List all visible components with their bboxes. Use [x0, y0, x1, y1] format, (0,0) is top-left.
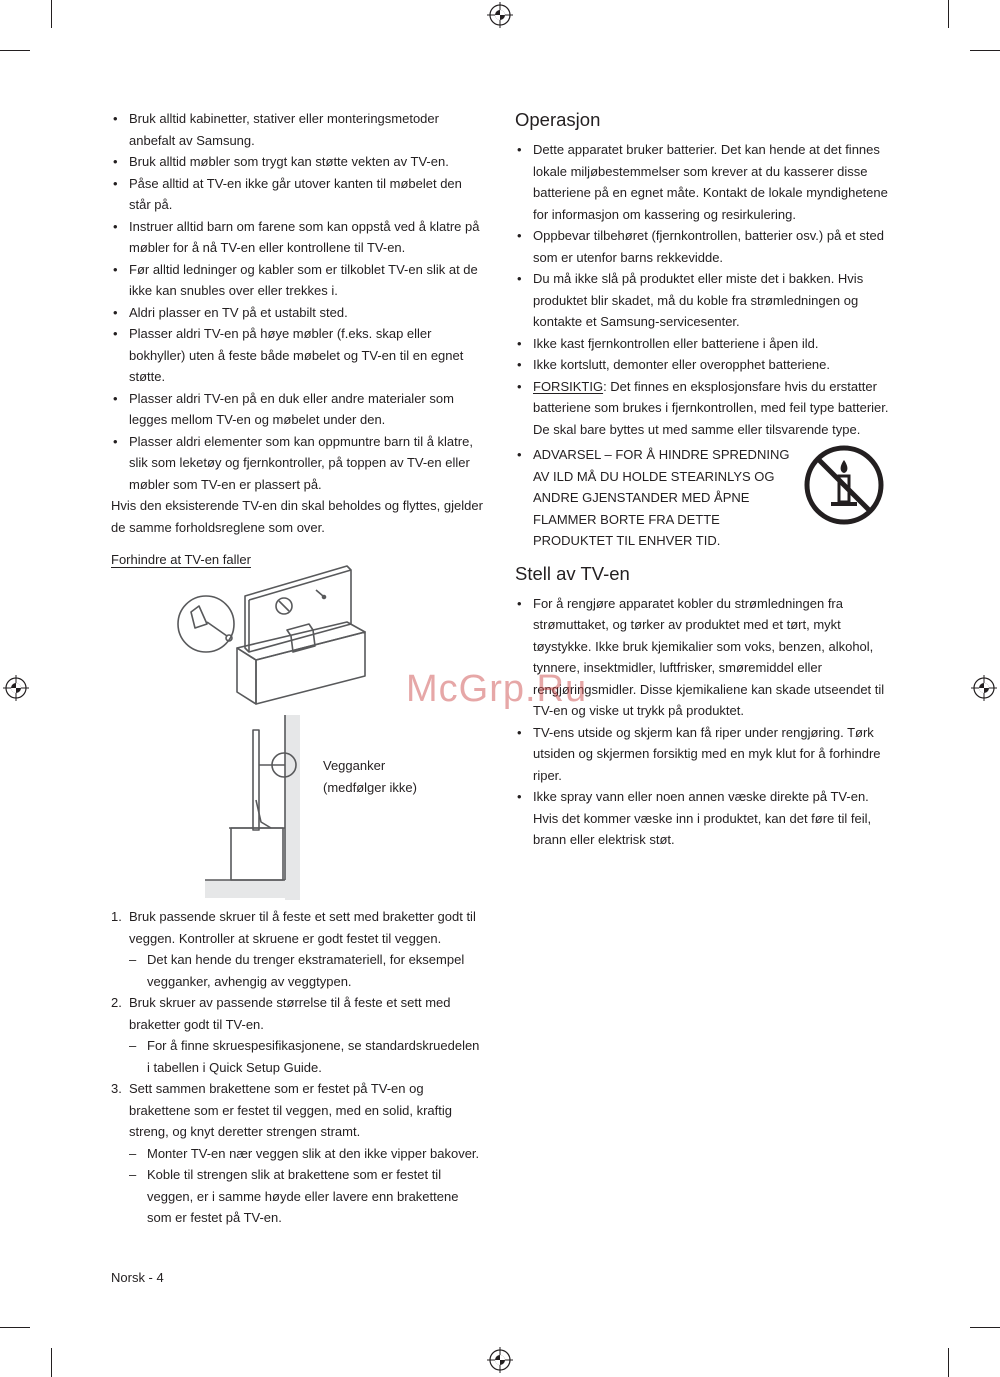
step-number: 1.: [111, 909, 122, 924]
step-note: – Det kan hende du trenger ekstramateriell, for eksempel vegganker, avhengig av veggtypen.: [129, 949, 483, 992]
step-note: – Monter TV-en nær veggen slik at den ikke vipper bakover.: [129, 1143, 483, 1165]
list-item: • Du må ikke slå på produktet eller miste det i bakken. Hvis produktet blir skadet, må du koble fra strømledningen og kontakte et Samsung-servicesenter.: [515, 268, 893, 333]
warning-item: [515, 444, 893, 552]
section-title-stell: Stell av TV-en: [515, 562, 630, 584]
list-item: • Før alltid ledninger og kabler som er tilkoblet TV-en slik at de ikke kan snubles over eller trekkes i.: [111, 259, 483, 302]
caution-text: : Det finnes en eksplosjonsfare hvis du erstatter batteriene som brukes i fjernkontrollen, med feil type batterier. De skal bare byttes ut med samme eller tilsvarende type.: [533, 378, 889, 437]
step-item: [111, 1078, 483, 1229]
installation-steps: [111, 906, 483, 1229]
operasjon-list: [515, 139, 893, 552]
step-item: [111, 906, 483, 992]
watermark: McGrp.Ru: [406, 668, 588, 710]
step-notes: [129, 1143, 483, 1229]
list-item: • Dette apparatet bruker batterier. Det kan hende at det finnes lokale miljøbestemmelser som krever at du kasserer disse batteriene på en egnet måte. Kontakt de lokale myndighetene for informasjon om kassering og resirkulering.: [515, 139, 893, 225]
step-item: [111, 992, 483, 1078]
crop-mark: [51, 0, 52, 28]
list-item: • Plasser aldri elementer som kan oppmuntre barn til å klatre, slik som leketøy og fjernkontroller, på toppen av TV-en eller møbler som TV-en er plassert på.: [111, 431, 483, 496]
wall-anchor-label: [323, 755, 463, 798]
list-item: • Bruk alltid kabinetter, stativer eller monteringsmetoder anbefalt av Samsung.: [111, 108, 483, 151]
tv-anchor-diagram-icon: [111, 560, 483, 905]
list-item: • Plasser aldri TV-en på en duk eller andre materialer som legges mellom TV-en og møbelet under den.: [111, 388, 483, 431]
list-item: • Plasser aldri TV-en på høye møbler (f.eks. skap eller bokhyller) uten å feste både møbelet og TV-en til en egnet støtte.: [111, 323, 483, 388]
registration-mark-icon: [971, 675, 997, 701]
registration-mark-icon: [3, 675, 29, 701]
wall-anchor-label-line: (medfølger ikke): [323, 779, 417, 795]
section-subheading: Forhindre at TV-en faller: [111, 552, 251, 567]
body-paragraph: Hvis den eksisterende TV-en din skal beholdes og flyttes, gjelder de samme forholdsreglene som over.: [111, 498, 483, 535]
warning-text: • ADVARSEL – FOR Å HINDRE SPREDNING AV ILD MÅ DU HOLDE STEARINLYS OG ANDRE GJENSTANDER MED ÅPNE FLAMMER BORTE FRA DETTE PRODUKTET TIL ENHVER TID.: [533, 447, 790, 548]
list-item: • Instruer alltid barn om farene som kan oppstå ved å klatre på møbler for å nå TV-en eller kontrollene til TV-en.: [111, 216, 483, 259]
step-notes: [129, 1035, 483, 1078]
step-text: Bruk passende skruer til å feste et sett med braketter godt til veggen. Kontroller at skruene er godt festet til veggen.: [129, 909, 476, 946]
step-text: Sett sammen brakettene som er festet på TV-en og brakettene som er festet til veggen, med en solid, kraftig streng, og knyt deretter strengen stramt.: [129, 1081, 453, 1139]
registration-mark-icon: [487, 2, 513, 28]
list-item: • TV-ens utside og skjerm kan få riper under rengjøring. Tørk utsiden og skjermen forsiktig med en myk klut for å forhindre riper.: [515, 722, 893, 787]
stell-list: [515, 593, 893, 851]
step-notes: [129, 949, 483, 992]
crop-mark: [948, 0, 949, 28]
crop-mark: [970, 50, 1000, 51]
list-item: • Bruk alltid møbler som trygt kan støtte vekten av TV-en.: [111, 151, 483, 173]
list-item: • Påse alltid at TV-en ikke går utover kanten til møbelet den står på.: [111, 173, 483, 216]
step-text: Bruk skruer av passende størrelse til å feste et sett med braketter godt til TV-en.: [129, 995, 451, 1032]
caution-label: FORSIKTIG: [533, 378, 604, 394]
section-title-operasjon: Operasjon: [515, 109, 601, 130]
safety-list: [111, 108, 483, 495]
crop-mark: [948, 1348, 949, 1377]
wall-anchor-label-line: Vegganker: [323, 758, 386, 773]
crop-mark: [0, 1327, 30, 1328]
wall-anchor-illustration: [111, 560, 483, 905]
list-item: • Ikke spray vann eller noen annen væske direkte på TV-en. Hvis det kommer væske inn i produktet, kan det føre til feil, brann eller elektrisk støt.: [515, 786, 893, 851]
crop-mark: [0, 50, 30, 51]
page-footer: Norsk - 4: [111, 1270, 164, 1285]
step-number: 2.: [111, 995, 122, 1010]
no-open-flame-icon: [803, 444, 885, 526]
step-number: 3.: [111, 1081, 122, 1096]
list-item: • Oppbevar tilbehøret (fjernkontrollen, batterier osv.) på et sted som er utenfor barns rekkevidde.: [515, 225, 893, 268]
registration-mark-icon: [487, 1347, 513, 1373]
crop-mark: [970, 1327, 1000, 1328]
step-note: – For å finne skruespesifikasjonene, se standardskruedelen i tabellen i Quick Setup Guide.: [129, 1035, 483, 1078]
list-item: • Ikke kast fjernkontrollen eller batteriene i åpen ild.: [515, 333, 893, 355]
caution-item: [515, 376, 893, 441]
step-note: – Koble til strengen slik at brakettene som er festet til veggen, er i samme høyde eller lavere enn brakettene som er festet på TV-en.: [129, 1164, 483, 1229]
list-item: • Ikke kortslutt, demonter eller overopphet batteriene.: [515, 354, 893, 376]
right-column: [515, 108, 893, 851]
list-item: • Aldri plasser en TV på et ustabilt sted.: [111, 302, 483, 324]
left-column: [111, 108, 483, 571]
crop-mark: [51, 1348, 52, 1377]
list-item: • For å rengjøre apparatet kobler du strømledningen fra strømuttaket, og tørker av produktet med et tørt, mykt tøystykke. Ikke bruk kjemikalier som voks, benzen, alkohol, tynnere, insektmidler, luftfrisker, smøremiddel eller rengjøringsmidler. Disse kjemikaliene kan skade utseendet til TV-en og viske ut trykk på produktet.: [515, 593, 893, 722]
